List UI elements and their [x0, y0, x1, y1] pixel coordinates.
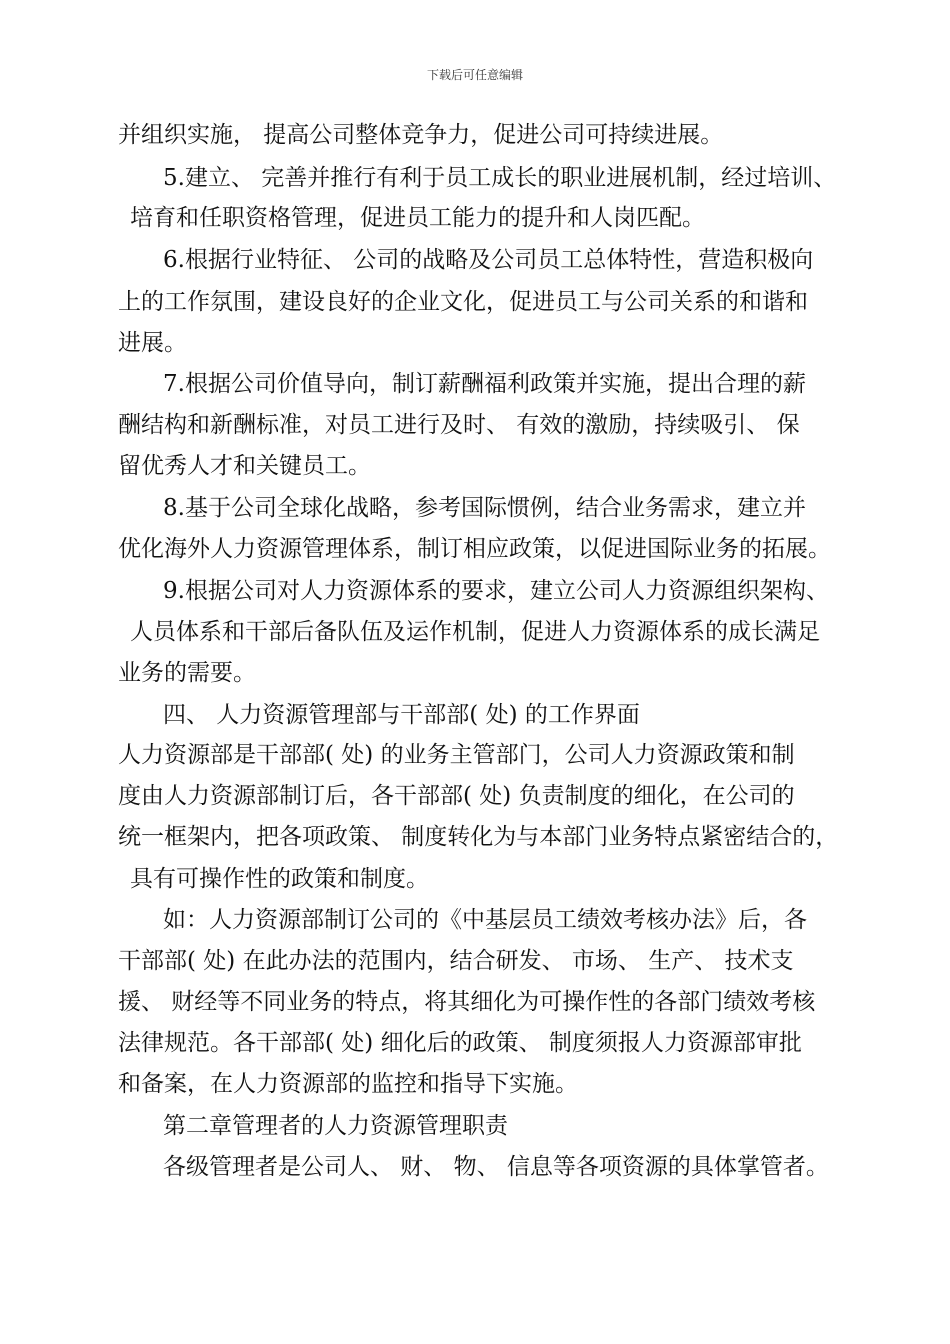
- text-line: 9.根据公司对人力资源体系的要求，建立公司人力资源组织架构、: [163, 578, 829, 604]
- page-header: 下载后可任意编辑: [426, 68, 523, 82]
- text-line: 优化海外人力资源管理体系，制订相应政策，以促进国际业务的拓展。: [118, 536, 831, 562]
- text-line: 上的工作氛围，建设良好的企业文化，促进员工与公司关系的和谐和: [118, 289, 808, 315]
- text-line: 度由人力资源部制订后，各干部部( 处) 负责制度的细化，在公司的: [118, 783, 795, 809]
- text-line: 干部部( 处) 在此办法的范围内，结合研发、 市场、 生产、 技术支: [118, 948, 794, 974]
- text-line: 和备案，在人力资源部的监控和指导下实施。: [118, 1071, 578, 1097]
- text-line: 具有可操作性的政策和制度。: [130, 866, 429, 892]
- text-line: 各级管理者是公司人、 财、 物、 信息等各项资源的具体掌管者。: [163, 1154, 829, 1180]
- text-line: 法律规范。各干部部( 处) 细化后的政策、 制度须报人力资源部审批: [118, 1030, 802, 1056]
- text-line: 统一框架内，把各项政策、 制度转化为与本部门业务特点紧密结合的，: [118, 824, 839, 850]
- chapter-heading: 第二章管理者的人力资源管理职责: [163, 1113, 508, 1139]
- section-heading: 四、 人力资源管理部与干部部( 处) 的工作界面: [163, 702, 640, 728]
- text-line: 并组织实施， 提高公司整体竞争力，促进公司可持续进展。: [118, 122, 724, 148]
- text-line: 人力资源部是干部部( 处) 的业务主管部门，公司人力资源政策和制: [118, 742, 795, 768]
- text-line: 业务的需要。: [118, 660, 256, 686]
- text-line: 援、 财经等不同业务的特点，将其细化为可操作性的各部门绩效考核: [118, 989, 816, 1015]
- text-line: 6.根据行业特征、 公司的战略及公司员工总体特性，营造积极向: [163, 247, 814, 273]
- text-line: 7.根据公司价值导向，制订薪酬福利政策并实施，提出合理的薪: [163, 371, 806, 397]
- text-line: 留优秀人才和关键员工。: [118, 453, 371, 479]
- text-line: 5.建立、 完善并推行有利于员工成长的职业进展机制，经过培训、: [163, 165, 837, 191]
- text-line: 酬结构和新酬标准，对员工进行及时、 有效的激励，持续吸引、 保: [118, 412, 800, 438]
- text-line: 培育和任职资格管理，促进员工能力的提升和人岗匹配。: [130, 205, 705, 231]
- text-line: 人员体系和干部后备队伍及运作机制，促进人力资源体系的成长满足: [130, 619, 820, 645]
- text-line: 8.基于公司全球化战略，参考国际惯例，结合业务需求，建立并: [163, 495, 806, 521]
- text-line: 如：人力资源部制订公司的《中基层员工绩效考核办法》后，各: [163, 907, 807, 933]
- text-line: 进展。: [118, 330, 187, 356]
